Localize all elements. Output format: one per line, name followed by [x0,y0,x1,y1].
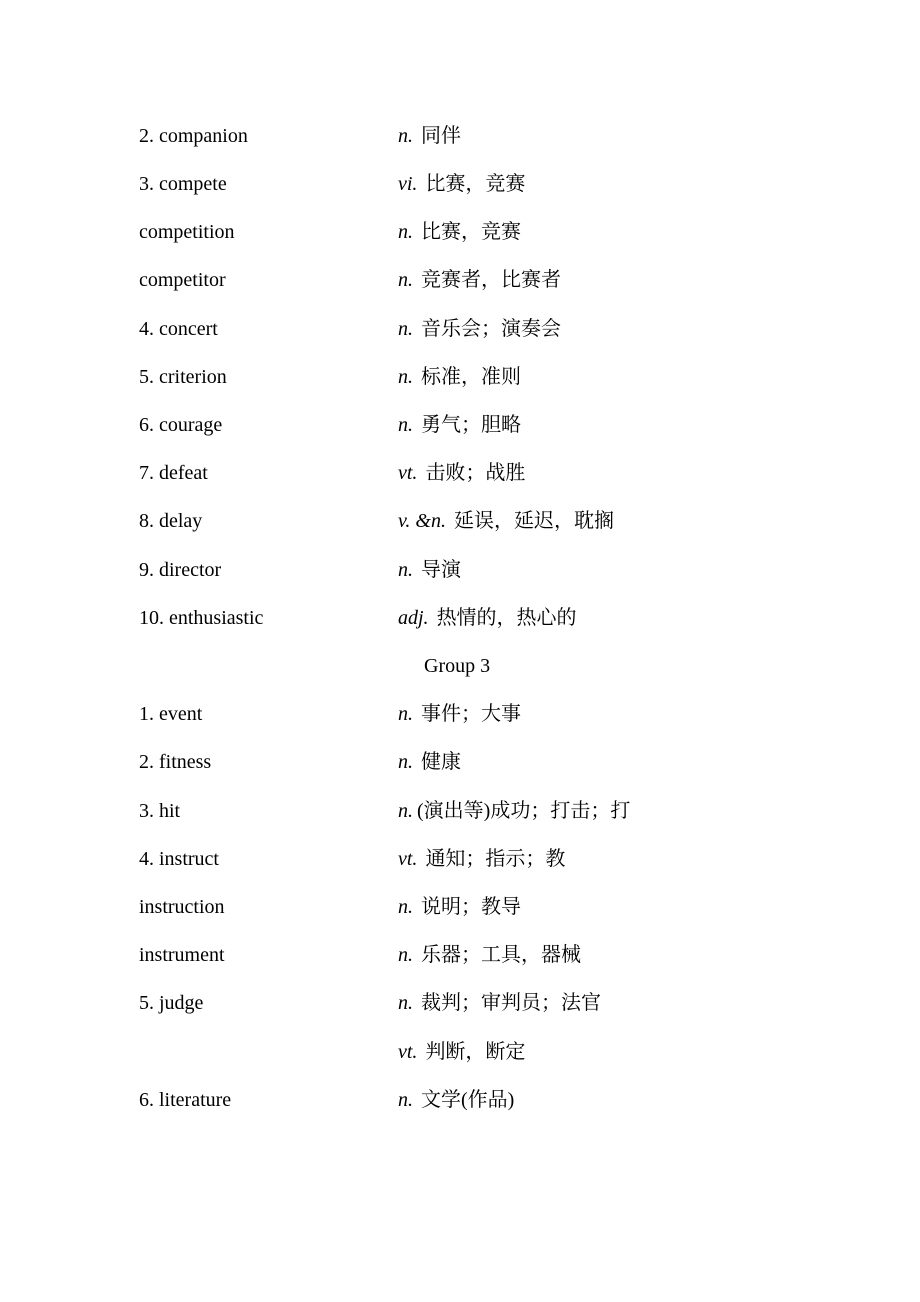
entry-meaning: 判断，断定 [425,1041,526,1063]
entry-definition [398,1085,514,1115]
vocab-entry [0,410,920,440]
entry-meaning: 文学(作品) [421,1089,515,1111]
entry-definition [398,844,565,874]
vocab-entry [0,988,920,1018]
part-of-speech: n. [398,559,413,581]
vocab-entry [0,314,920,344]
part-of-speech: n. [398,318,413,340]
entry-meaning: 裁判；审判员；法官 [421,992,601,1014]
entry-meaning: 击败；战胜 [425,462,526,484]
entry-definition [398,747,461,777]
part-of-speech: vi. [398,173,418,195]
entry-meaning: 竞赛者，比赛者 [421,269,561,291]
vocab-entry [0,362,920,392]
entry-definition [398,555,461,585]
vocab-entry [0,1085,920,1115]
vocab-entry [0,121,920,151]
vocab-entry [0,844,920,874]
part-of-speech: n. [398,703,413,725]
entry-word: 6. courage [139,414,223,436]
entry-definition [398,988,601,1018]
entry-definition [398,121,461,151]
entry-definition [398,603,577,633]
group-heading-row [0,651,920,681]
entry-word: 1. event [139,703,203,725]
entry-definition [398,169,525,199]
vocab-entry [0,892,920,922]
part-of-speech: v. &n. [398,510,446,532]
entry-word: 6. literature [139,1089,232,1111]
part-of-speech: adj. [398,607,429,629]
entry-meaning: 说明；教导 [421,896,521,918]
entry-word: 2. companion [139,125,248,147]
entry-word: competitor [139,269,226,291]
vocab-entry [0,699,920,729]
part-of-speech: vt. [398,848,418,870]
entry-definition [398,796,630,826]
entry-meaning: 勇气；胆略 [421,414,521,436]
vocab-entry [0,506,920,536]
entry-definition [398,506,614,536]
part-of-speech: n. [398,414,413,436]
entry-meaning: 同伴 [421,125,461,147]
vocab-entry [0,1037,920,1067]
entry-word: 2. fitness [139,751,212,773]
entry-definition [398,1037,525,1067]
entry-word: 7. defeat [139,462,208,484]
part-of-speech: n. [398,1089,413,1111]
entry-meaning: 热情的，热心的 [436,607,577,629]
entry-definition [398,410,521,440]
entry-meaning: 延误，延迟，耽搁 [453,510,614,532]
entry-word: 4. instruct [139,848,219,870]
vocab-entry [0,265,920,295]
part-of-speech: n. [398,221,413,243]
part-of-speech: n. [398,125,413,147]
entry-word: 5. judge [139,992,204,1014]
entry-meaning: 标准，准则 [421,366,521,388]
part-of-speech: n. [398,366,413,388]
entry-definition [398,265,561,295]
entry-meaning: 音乐会；演奏会 [421,318,561,340]
vocab-entry [0,217,920,247]
entry-meaning: 乐器；工具，器械 [421,944,581,966]
entry-meaning: 通知；指示；教 [425,848,566,870]
vocab-entry [0,555,920,585]
entry-definition [398,362,521,392]
entry-word: 4. concert [139,318,218,340]
entry-definition [398,458,525,488]
entry-definition [398,699,521,729]
vocab-entry [0,796,920,826]
part-of-speech: n. [398,896,413,918]
vocab-entry [0,169,920,199]
entry-word: 3. compete [139,173,227,195]
vocab-entry [0,458,920,488]
entry-definition [398,314,561,344]
part-of-speech: n. [398,269,413,291]
entry-meaning: 比赛，竞赛 [425,173,526,195]
entry-meaning: 事件；大事 [421,703,521,725]
entry-meaning: 比赛，竞赛 [421,221,521,243]
part-of-speech: vt. [398,1041,418,1063]
vocab-entry [0,603,920,633]
entry-word: 3. hit [139,800,181,822]
entry-definition [398,217,521,247]
entry-word: instrument [139,944,225,966]
vocab-entry [0,747,920,777]
vocab-entry [0,940,920,970]
entry-word: 8. delay [139,510,203,532]
part-of-speech: n. [398,751,413,773]
part-of-speech: n. [398,800,413,822]
entry-meaning: (演出等)成功；打击；打 [417,800,631,822]
entry-word: instruction [139,896,225,918]
part-of-speech: vt. [398,462,418,484]
entry-definition [398,940,581,970]
entry-definition [398,892,521,922]
entry-meaning: 导演 [421,559,461,581]
entry-word: competition [139,221,235,243]
entry-meaning: 健康 [421,751,461,773]
group-heading: Group 3 [424,655,491,677]
entry-word: 5. criterion [139,366,227,388]
part-of-speech: n. [398,944,413,966]
entry-word: 10. enthusiastic [139,607,264,629]
part-of-speech: n. [398,992,413,1014]
entry-word: 9. director [139,559,222,581]
